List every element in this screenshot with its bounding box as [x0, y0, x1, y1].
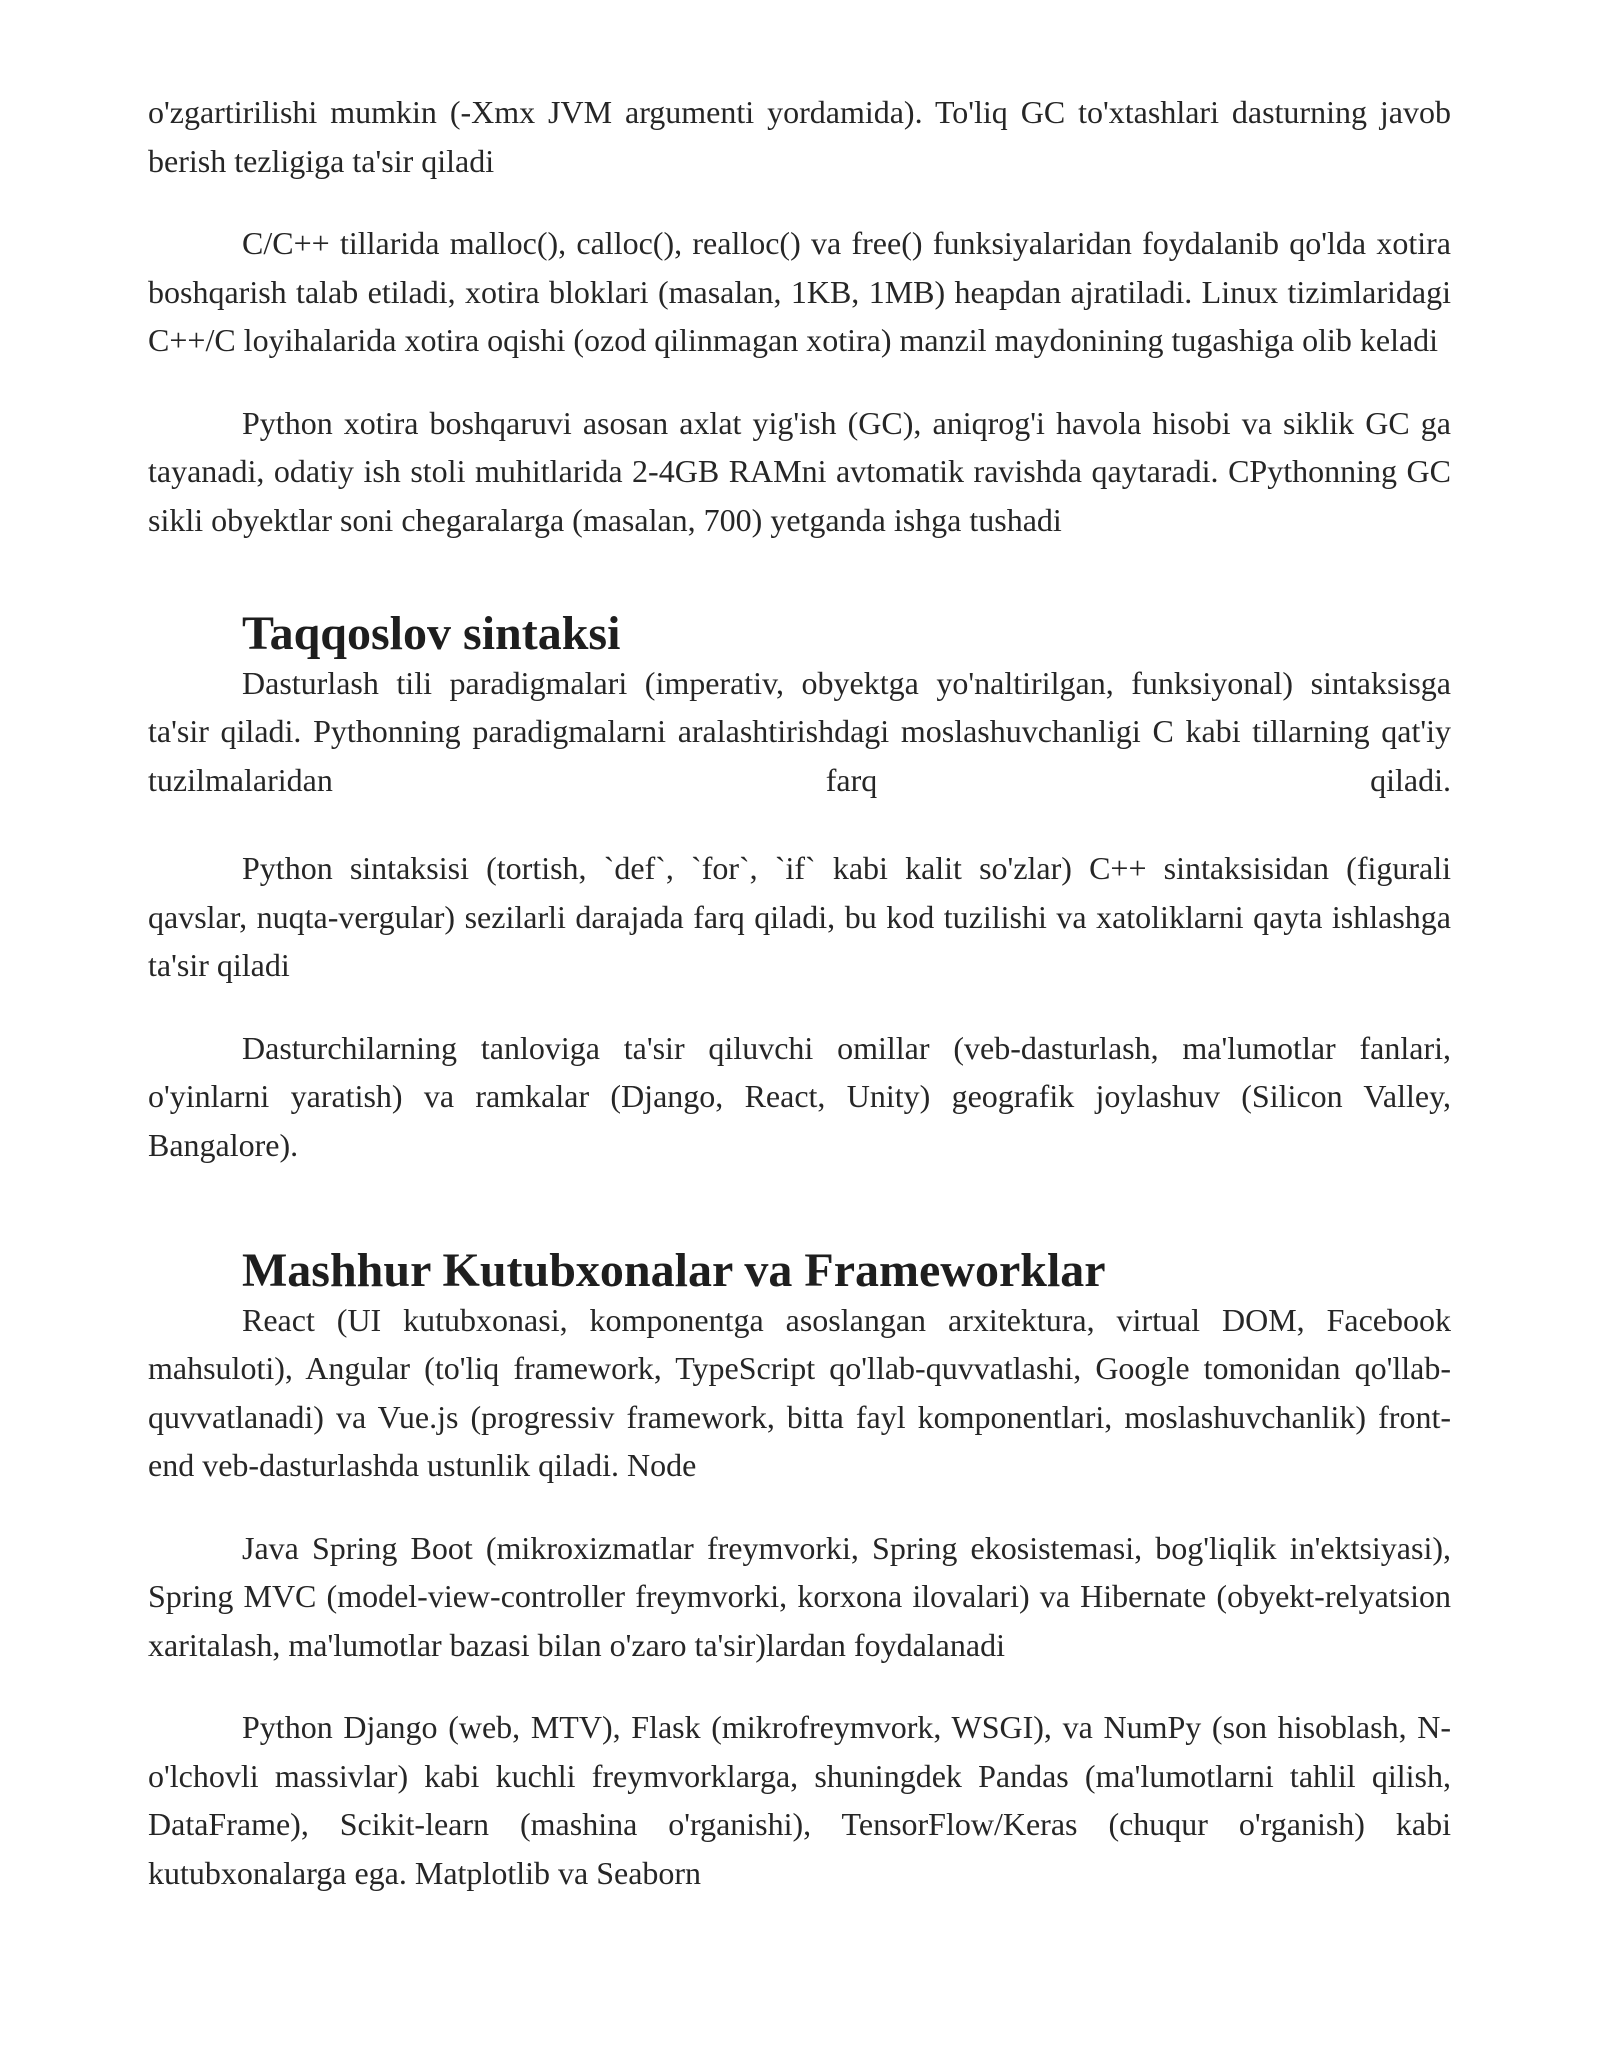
spacer	[148, 1169, 1451, 1247]
paragraph-developer-factors: Dasturchilarning tanloviga ta'sir qiluvchi omillar (veb-dasturlash, ma'lumotlar fanlari, o'yinlarni yaratish) va ramkalar (Django, React, Unity) geografik joylashuv (Silicon Valley, Bangalore).	[148, 1029, 1451, 1163]
document-body	[148, 88, 1451, 1931]
paragraph-paradigms: Dasturlash tili paradigmalari (imperativ, obyektga yo'naltirilgan, funksiyonal) sintaksisga ta'sir qiladi. Pythonning paradigmalarni aralashtirishdagi moslashuvchanligi C kabi tillarning qat'iy tuzilmalaridan farq qiladi.	[148, 664, 1451, 798]
spacer	[148, 578, 1451, 610]
section-heading-syntax: Taqqoslov sintaksi	[242, 607, 621, 660]
paragraph-gc-pauses: o'zgartirilishi mumkin (-Xmx JVM argumenti yordamida). To'liq GC to'xtashlari dasturning javob berish tezligiga ta'sir qiladi	[148, 94, 1451, 179]
paragraph-python-frameworks: Python Django (web, MTV), Flask (mikrofreymvork, WSGI), va NumPy (son hisoblash, N-o'lchovli massivlar) kabi kuchli freymvorklarga, shuningdek Pandas (ma'lumotlarni tahlil qilish, DataFrame), Scikit-learn (mashina o'rganishi), TensorFlow/Keras (chuqur o'rganish) kabi kutubxonalarga ega. Matplotlib va Seaborn	[148, 1709, 1451, 1891]
paragraph-frontend-frameworks: React (UI kutubxonasi, komponentga asoslangan arxitektura, virtual DOM, Facebook mahsuloti), Angular (to'liq framework, TypeScript qo'llab-quvvatlashi, Google tomonidan qo'llab-quvvatlanadi) va Vue.js (progressiv framework, bitta fayl komponentlari, moslashuvchanlik) front-end veb-dasturlashda ustunlik qiladi. Node	[148, 1301, 1451, 1483]
paragraph-python-memory: Python xotira boshqaruvi asosan axlat yig'ish (GC), aniqrog'i havola hisobi va siklik GC ga tayanadi, odatiy ish stoli muhitlarida 2-4GB RAMni avtomatik ravishda qaytaradi. CPythonning GC sikli obyektlar soni chegaralarga (masalan, 700) yetganda ishga tushadi	[148, 404, 1451, 538]
spacer	[148, 804, 1451, 844]
paragraph-c-memory: C/C++ tillarida malloc(), calloc(), realloc() va free() funksiyalaridan foydalanib qo'lda xotira boshqarish talab etiladi, xotira bloklari (masalan, 1KB, 1MB) heapdan ajratiladi. Linux tizimlaridagi C++/C loyihalarida xotira oqishi (ozod qilinmagan xotira) manzil maydonining tugashiga olib keladi	[148, 225, 1451, 358]
paragraph-python-syntax: Python sintaksisi (tortish, `def`, `for`, `if` kabi kalit so'zlar) C++ sintaksisidan (figurali qavslar, nuqta-vergular) sezilarli darajada farq qiladi, bu kod tuzilishi va xatoliklarni qayta ishlashga ta'sir qiladi	[148, 850, 1451, 983]
section-heading-libraries: Mashhur Kutubxonalar va Frameworklar	[242, 1244, 1106, 1297]
paragraph-java-frameworks: Java Spring Boot (mikroxizmatlar freymvorki, Spring ekosistemasi, bog'liqlik in'ektsiyasi), Spring MVC (model-view-controller freymvorki, korxona ilovalari) va Hibernate (obyekt-relyatsion xaritalash, ma'lumotlar bazasi bilan o'zaro ta'sir)lardan foydalanadi	[148, 1529, 1451, 1663]
